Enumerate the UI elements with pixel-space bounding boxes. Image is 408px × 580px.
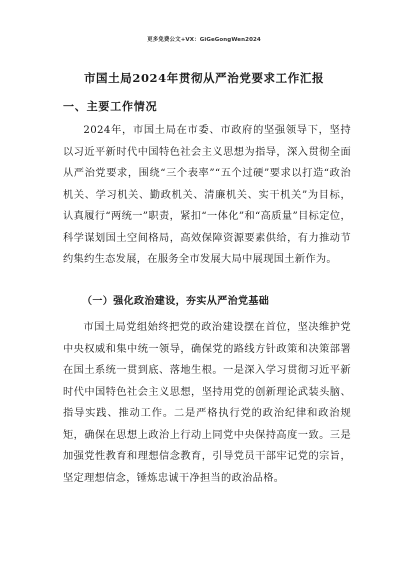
subsection-body-paragraph: 市国土局党组始终把党的政治建设摆在首位，坚决维护党中央权威和集中统一领导，确保党的路线方针政策和决策部署在国土系统一贯到底、落地生根。一是深入学习贯彻习近平新时代中国特色社会主义思想，坚持用党的创新理论武装头脑、指导实践、推动工作。二是严格执行党的政治纪律和政治规矩，确保在思想上政治上行动上同党中央保持高度一致。三是加强党性教育和理想信念教育，引导党员干部牢记党的宗旨，坚定理想信念，锤炼忠诚干净担当的政治品格。 [63, 322, 351, 484]
section-intro-paragraph: 2024年，市国土局在市委、市政府的坚强领导下，坚持以习近平新时代中国特色社会主义思想为指导，深入贯彻全面从严治党要求，围绕“三个表率”“五个过硬”要求以打造“政治机关、学习机关、勤政机关、清廉机关、实干机关”为目标，认真履行“两统一”职责，紧扣“一体化”和“高质量”目标定位，科学谋划国土空间格局，高效保障资源要素供给，有力推动节约集约生态发展，在服务全市发展大局中展现国土新作为。 [63, 125, 351, 265]
header-watermark: 更多免费公文+VX：GiGeGongWen2024 [147, 37, 261, 43]
subsection-heading: （一）强化政治建设，夯实从严治党基础 [82, 296, 270, 307]
document-title: 市国土局2024年贯彻从严治党要求工作汇报 [83, 71, 325, 85]
section-heading: 一、主要工作情况 [63, 100, 158, 113]
